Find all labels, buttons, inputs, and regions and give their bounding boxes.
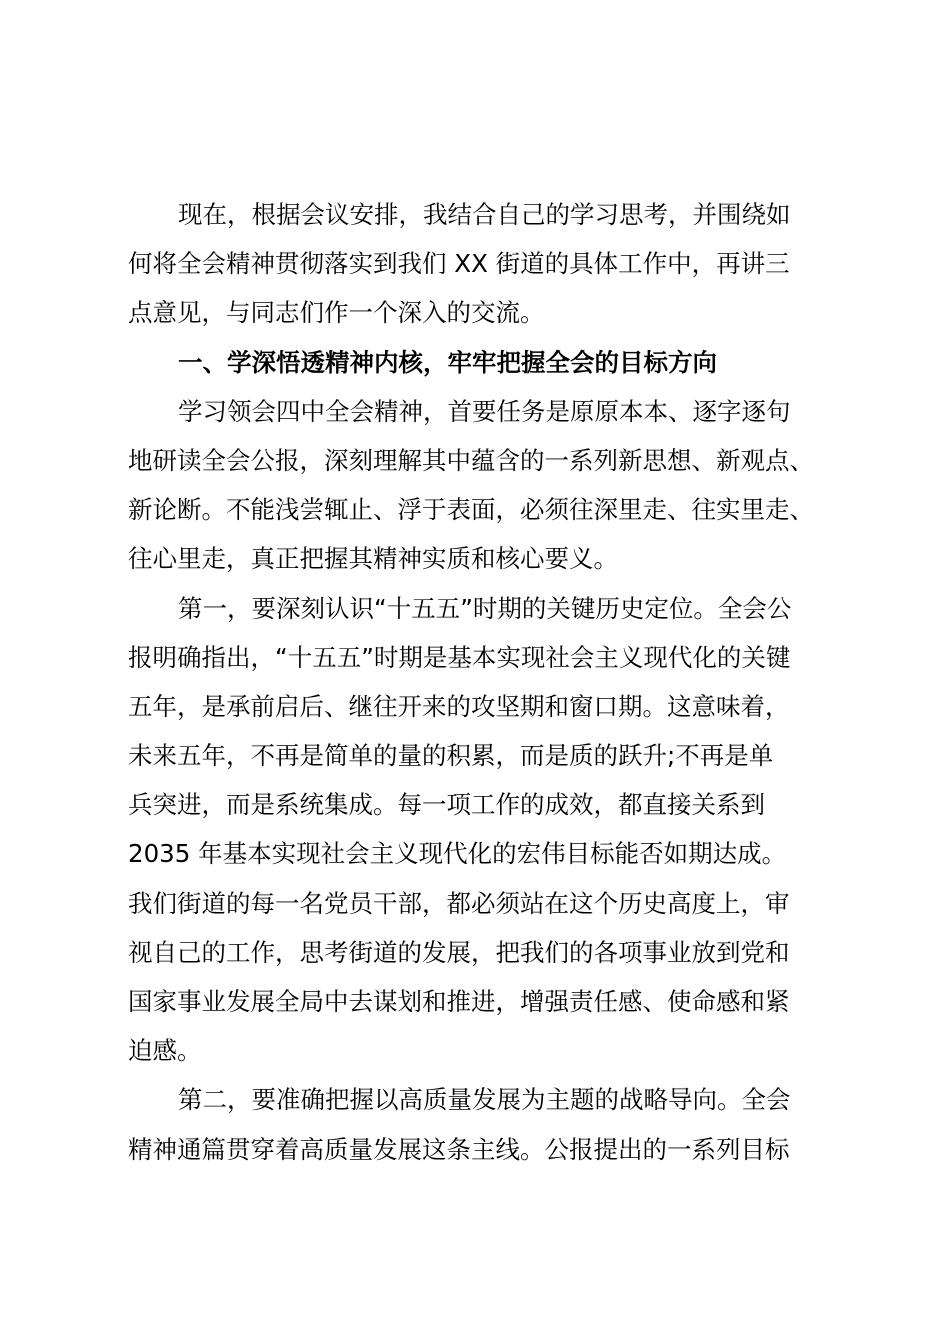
paragraph-study [128, 387, 828, 584]
text-line: 点意见，与同志们作一个深入的交流。 [128, 298, 545, 328]
text-line: 兵突进，而是系统集成。每一项工作的成效，都直接关系到 [128, 790, 765, 820]
text-line: 2035 年基本实现社会主义现代化的宏伟目标能否如期达成。 [128, 839, 787, 869]
text-line: 视自己的工作，思考街道的发展，把我们的各项事业放到党和 [128, 937, 790, 967]
text-line: 未来五年，不再是简单的量的积累，而是质的跃升;不再是单 [128, 741, 774, 771]
text-line: 国家事业发展全局中去谋划和推进，增强责任感、使命感和紧 [128, 987, 790, 1016]
text-line: 我们街道的每一名党员干部，都必须站在这个历史高度上，审 [128, 888, 790, 918]
paragraph-first-point [128, 584, 828, 1076]
text-line: 精神通篇贯穿着高质量发展这条主线。公报提出的一系列目标 [128, 1134, 790, 1164]
text-line: 五年，是承前启后、继往开来的攻坚期和窗口期。这意味着， [128, 691, 790, 721]
text-line: 报明确指出，“十五五”时期是基本实现社会主义现代化的关键 [128, 642, 791, 672]
text-line: 新论断。不能浅尝辄止、浮于表面，必须往深里走、往实里走、 [128, 495, 814, 525]
text-line: 往心里走，真正把握其精神实质和核心要义。 [128, 544, 618, 574]
text-line: 何将全会精神贯彻落实到我们 XX 街道的具体工作中，再讲三 [128, 249, 790, 279]
section-heading [128, 338, 828, 387]
text-line: 迫感。 [128, 1036, 202, 1066]
paragraph-second-point [128, 1075, 828, 1173]
heading-line: 一、学深悟透精神内核，牢牢把握全会的目标方向 [178, 347, 717, 377]
text-line: 地研读全会公报，深刻理解其中蕴含的一系列新思想、新观点、 [128, 445, 814, 475]
paragraph-intro [128, 190, 828, 338]
document-page [128, 190, 828, 1174]
text-line: 第一，要深刻认识“十五五”时期的关键历史定位。全会公 [178, 593, 792, 623]
text-line: 学习领会四中全会精神，首要任务是原原本本、逐字逐句 [178, 396, 791, 426]
text-line: 第二，要准确把握以高质量发展为主题的战略导向。全会 [178, 1085, 791, 1115]
text-line: 现在，根据会议安排，我结合自己的学习思考，并围绕如 [178, 200, 791, 229]
